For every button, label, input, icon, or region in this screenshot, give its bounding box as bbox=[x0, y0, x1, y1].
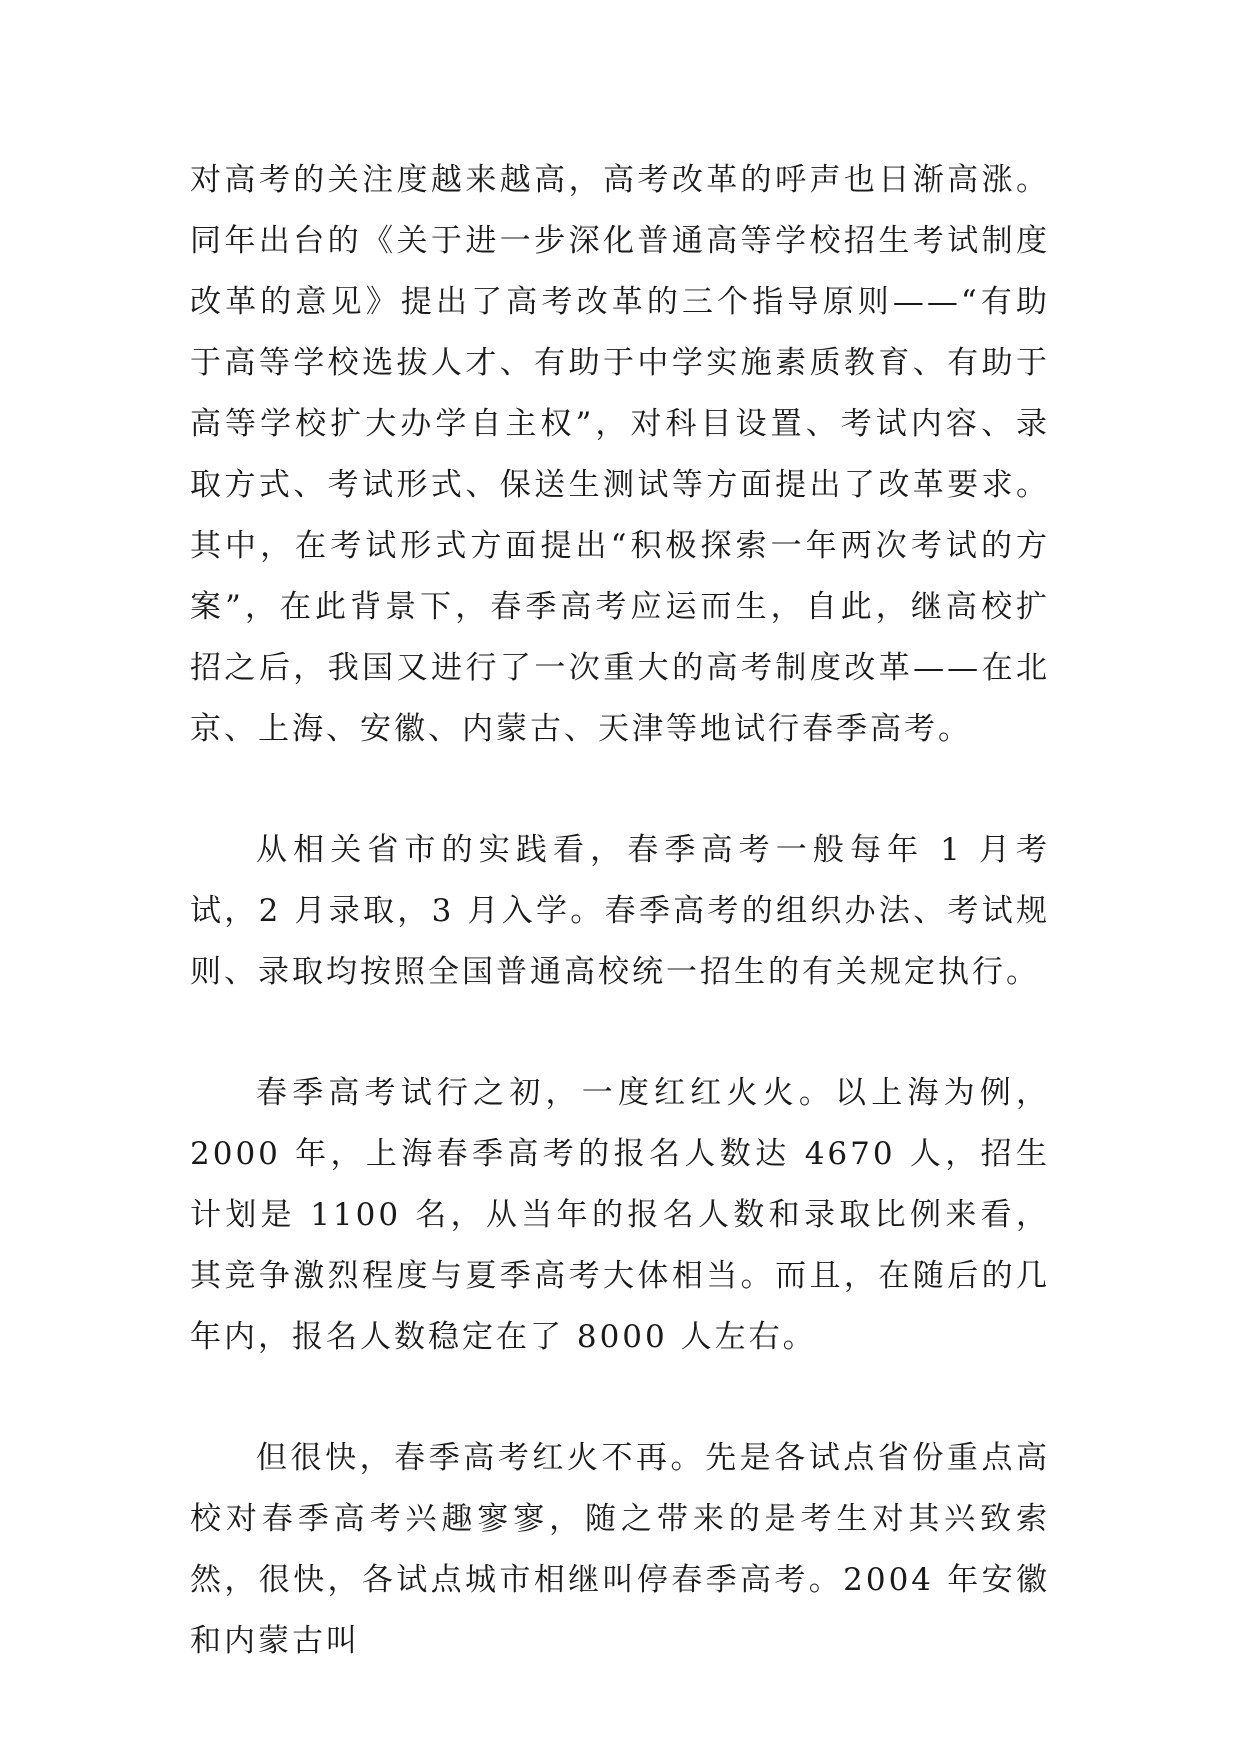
paragraph-gaokao-reform-background: 对高考的关注度越来越高，高考改革的呼声也日渐高涨。同年出台的《关于进一步深化普通高等学校招生考试制度改革的意见》提出了高考改革的三个指导原则——“有助于高等学校选拔人才、有助于中学实施素质教育、有助于高等学校扩大办学自主权”，对科目设置、考试内容、录取方式、考试形式、保送生测试等方面提出了改革要求。其中，在考试形式方面提出“积极探索一年两次考试的方案”，在此背景下，春季高考应运而生，自此，继高校扩招之后，我国又进行了一次重大的高考制度改革——在北京、上海、安徽、内蒙古、天津等地试行春季高考。 bbox=[190, 162, 1050, 747]
paragraph-spring-exam-decline: 但很快，春季高考红火不再。先是各试点省份重点高校对春季高考兴趣寥寥，随之带来的是考生对其兴致索然，很快，各试点城市相继叫停春季高考。2004 年安徽和内蒙古叫 bbox=[190, 1440, 1050, 1659]
paragraph-shanghai-example: 春季高考试行之初，一度红红火火。以上海为例，2000 年，上海春季高考的报名人数达 4670 人，招生计划是 1100 名，从当年的报名人数和录取比例来看，其竞争激烈程度与夏季高考大体相当。而且，在随后的几年内，报名人数稳定在了 8000 人左右。 bbox=[190, 1075, 1050, 1355]
document-body bbox=[190, 150, 1050, 1672]
paragraph-spring-exam-schedule: 从相关省市的实践看，春季高考一般每年 1 月考试，2 月录取，3 月入学。春季高考的组织办法、考试规则、录取均按照全国普通高校统一招生的有关规定执行。 bbox=[190, 832, 1050, 990]
